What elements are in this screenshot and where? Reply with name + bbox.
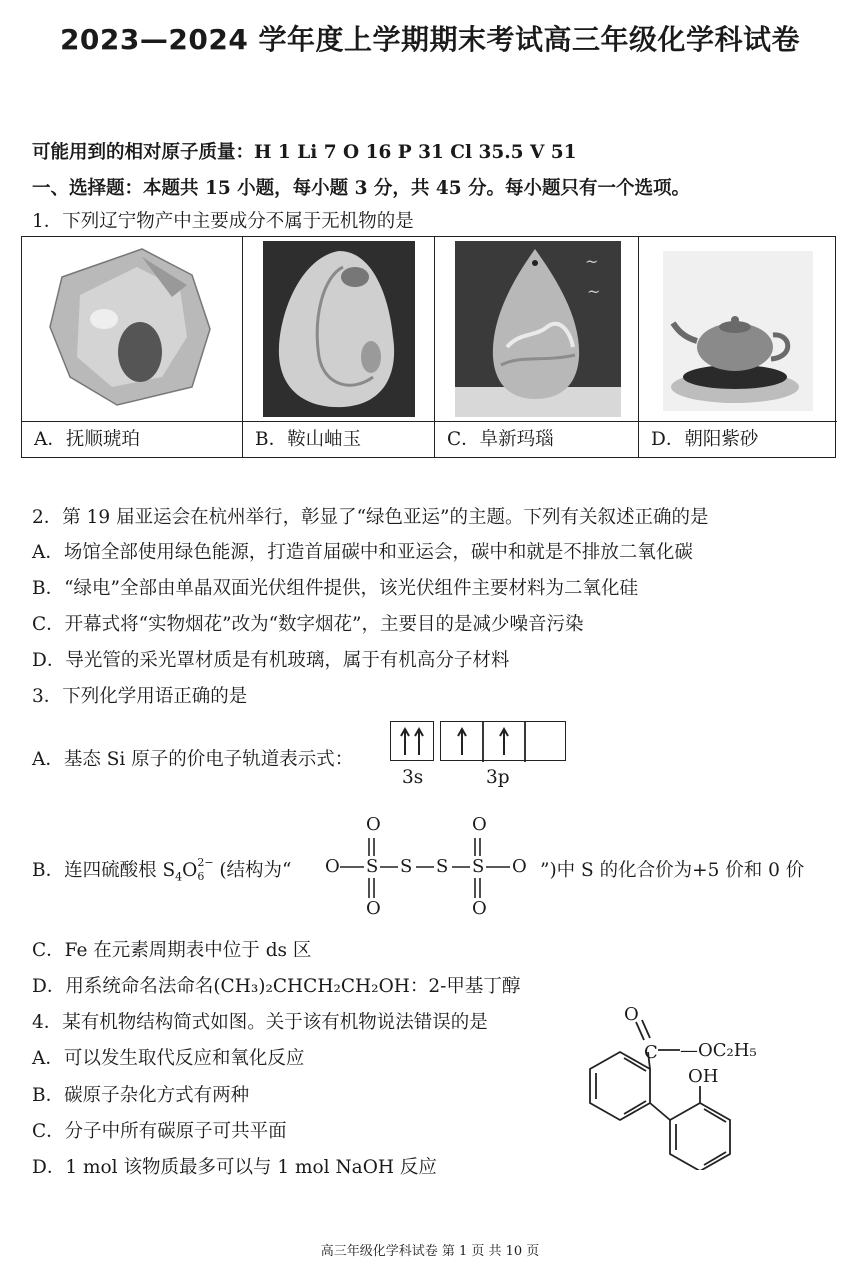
page-footer: 高三年级化学科试卷 第 1 页 共 10 页 (320, 1244, 540, 1259)
atom-o-top-1: O (366, 814, 381, 835)
o-symbol: O (182, 860, 198, 881)
option-b-structure-open: (结构为“ (219, 860, 292, 881)
option-a-cell (22, 237, 242, 457)
question-2-option-c: C．开幕式将“实物烟花”改为“数字烟花”，主要目的是减少噪音污染 (32, 614, 584, 635)
page-title: 2023—2024 学年度上学期期末考试高三年级化学科试卷 (59, 23, 801, 56)
orbital-3p-box (440, 721, 566, 761)
structure-bonds-icon (320, 814, 540, 924)
option-d-cell (638, 237, 837, 457)
paired-arrows-icon (391, 722, 435, 762)
question-2-option-a: A．场馆全部使用绿色能源，打造首届碳中和亚运会，碳中和就是不排放二氧化碳 (32, 542, 693, 563)
option-b-label: B．鞍山岫玉 (243, 421, 434, 457)
svg-text:~: ~ (587, 282, 601, 301)
organic-structure-bonds-icon (570, 1000, 790, 1170)
atom-o-bottom-1: O (366, 898, 381, 919)
question-4-option-a: A．可以发生取代反应和氧化反应 (32, 1048, 305, 1069)
question-3-stem: 3．下列化学用语正确的是 (32, 686, 248, 707)
orbital-3s-box (390, 721, 434, 761)
atom-o-top-2: O (472, 814, 487, 835)
question-3-option-c: C．Fe 在元素周期表中位于 ds 区 (32, 940, 312, 961)
o-subscript: 6 (197, 870, 205, 883)
question-4-option-d: D．1 mol 该物质最多可以与 1 mol NaOH 反应 (32, 1157, 437, 1178)
s-subscript: 4 (175, 870, 183, 884)
atom-s-3: S (436, 856, 449, 877)
carbonyl-o-label: O (624, 1004, 639, 1025)
question-2-stem: 2．第 19 届亚运会在杭州举行，彰显了“绿色亚运”的主题。下列有关叙述正确的是 (32, 507, 709, 528)
question-3-option-b (32, 856, 292, 884)
question-2-option-d: D．导光管的采光罩材质是有机玻璃，属于有机高分子材料 (32, 650, 510, 671)
jade-photo-icon (243, 237, 435, 421)
atom-o-left: O (325, 856, 340, 877)
option-d-label: D．朝阳紫砂 (639, 421, 837, 457)
charge-superscript: 2− (197, 856, 214, 869)
atom-o-bottom-2: O (472, 898, 487, 919)
ethoxy-label: —OC₂H₅ (680, 1040, 757, 1061)
atomic-masses: 可能用到的相对原子质量：H 1 Li 7 O 16 P 31 Cl 35.5 V 51 (32, 142, 577, 163)
option-b-prefix: B．连四硫酸根 S (32, 860, 176, 881)
atom-s-1: S (366, 856, 379, 877)
question-4-option-b: B．碳原子杂化方式有两种 (32, 1085, 250, 1106)
question-3-option-d: D．用系统命名法命名(CH₃)₂CHCH₂CH₂OH：2-甲基丁醇 (32, 976, 521, 997)
question-2-option-b: B．“绿电”全部由单晶双面光伏组件提供，该光伏组件主要材料为二氧化硅 (32, 578, 639, 599)
question-4-stem: 4．某有机物结构简式如图。关于该有机物说法错误的是 (32, 1012, 488, 1033)
option-a-label: A．抚顺琥珀 (22, 421, 242, 457)
teapot-photo-icon (639, 237, 838, 421)
question-1-table (21, 236, 836, 458)
orbital-3s-label: 3s (402, 767, 424, 788)
option-c-label: C．阜新玛瑙 (435, 421, 638, 457)
atom-o-right: O (512, 856, 527, 877)
amber-photo-icon (22, 237, 242, 421)
hydroxyl-label: OH (688, 1066, 719, 1087)
ester-c-label: C (644, 1042, 658, 1063)
atom-s-4: S (472, 856, 485, 877)
option-b-suffix: ”)中 S 的化合价为+5 价和 0 价 (540, 860, 805, 881)
question-4-option-c: C．分子中所有碳原子可共平面 (32, 1121, 287, 1142)
question-3-option-a: A．基态 Si 原子的价电子轨道表示式： (32, 749, 354, 770)
section-heading: 一、选择题：本题共 15 小题，每小题 3 分，共 45 分。每小题只有一个选项。 (32, 178, 691, 199)
option-b-cell (242, 237, 434, 457)
agate-photo-icon (435, 237, 639, 421)
question-1-stem: 1．下列辽宁物产中主要成分不属于无机物的是 (32, 211, 414, 232)
orbital-diagram (390, 721, 570, 801)
unpaired-arrows-icon (441, 722, 567, 762)
atom-s-2: S (400, 856, 413, 877)
option-c-cell (434, 237, 638, 457)
svg-text:~: ~ (585, 252, 599, 271)
orbital-3p-label: 3p (486, 767, 510, 788)
